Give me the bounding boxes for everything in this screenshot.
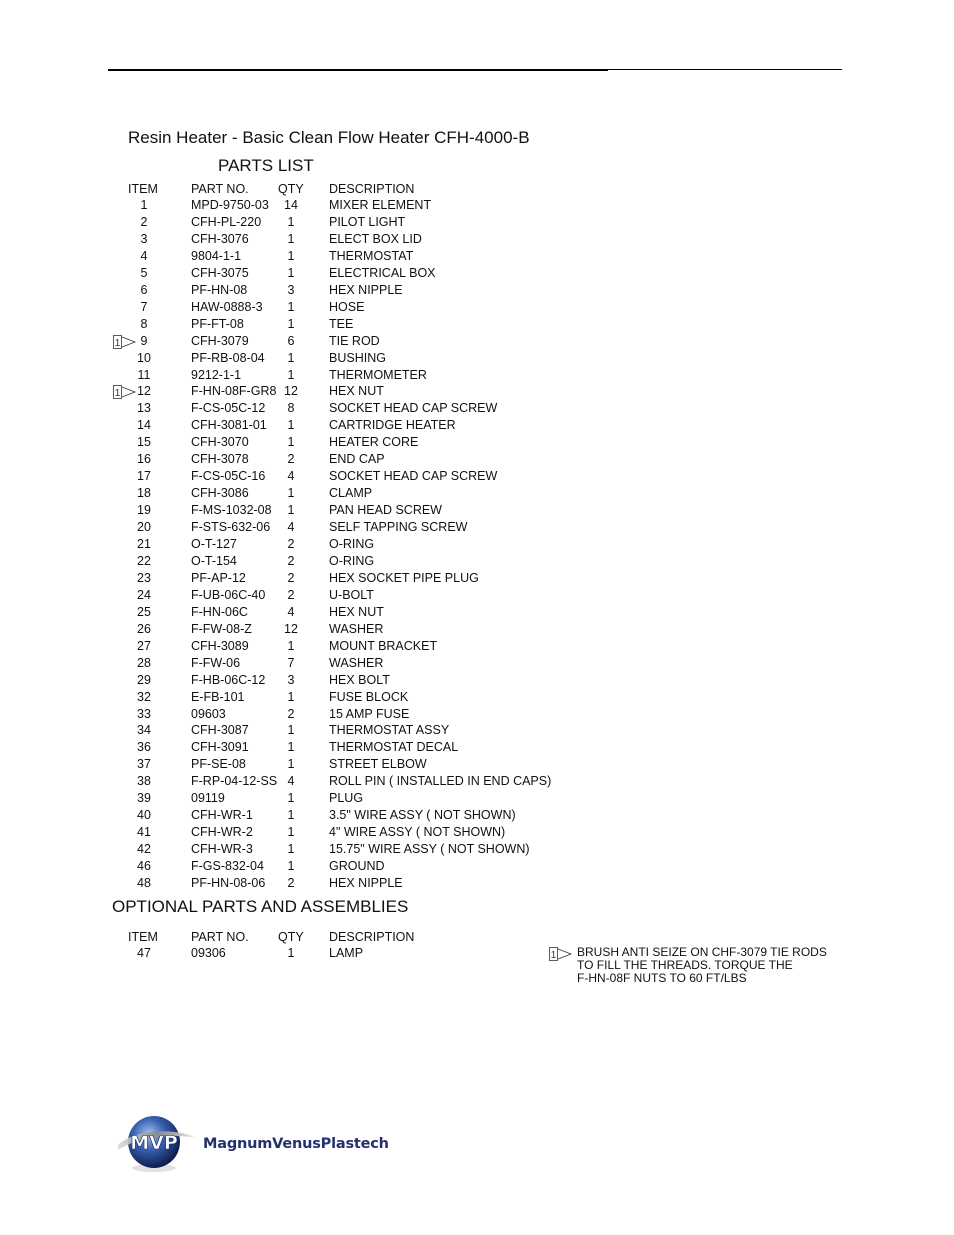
description: WASHER: [329, 655, 384, 670]
part-number: F-CS-05C-16: [191, 469, 266, 484]
part-number: 09306: [191, 946, 226, 960]
quantity: 1: [287, 435, 295, 450]
quantity: 1: [287, 350, 295, 365]
part-number: CFH-3081-01: [191, 418, 267, 433]
item-number: 17: [137, 469, 151, 484]
description: LAMP: [329, 946, 364, 960]
item-number: 36: [137, 740, 151, 755]
part-number: PF-AP-12: [191, 570, 246, 585]
part-number: F-HN-06C: [191, 604, 248, 619]
description: CARTRIDGE HEATER: [329, 418, 456, 433]
description: PAN HEAD SCREW: [329, 503, 442, 518]
quantity: 2: [287, 570, 295, 585]
description: 15 AMP FUSE: [329, 706, 410, 721]
item-number: 27: [137, 638, 151, 653]
part-number: MPD-9750-03: [191, 198, 269, 212]
quantity: 1: [287, 808, 295, 823]
quantity: 2: [287, 706, 295, 721]
column-header-part-no: PART NO.: [191, 182, 249, 196]
description: U-BOLT: [329, 587, 374, 602]
item-number: 13: [137, 401, 151, 416]
flag-number: 1: [114, 388, 121, 400]
quantity: 1: [287, 757, 295, 772]
description: HEX NIPPLE: [329, 282, 403, 297]
header-rule: [108, 69, 608, 71]
part-number: HAW-0888-3: [191, 299, 263, 314]
quantity: 1: [287, 418, 295, 433]
item-number: 12: [137, 384, 151, 399]
description: THERMOMETER: [329, 367, 427, 382]
quantity: 3: [287, 282, 295, 297]
item-number: 6: [140, 282, 148, 297]
part-number: CFH-3089: [191, 638, 249, 653]
quantity: 2: [287, 587, 295, 602]
quantity: 1: [287, 367, 295, 382]
description: SELF TAPPING SCREW: [329, 520, 468, 535]
item-number: 11: [137, 367, 151, 382]
description: HOSE: [329, 299, 365, 314]
column-header-part-no: PART NO.: [191, 930, 249, 944]
item-number: 18: [137, 486, 151, 501]
item-number: 5: [140, 265, 148, 280]
part-number: F-UB-06C-40: [191, 587, 266, 602]
description: PILOT LIGHT: [329, 214, 406, 229]
description: SOCKET HEAD CAP SCREW: [329, 401, 498, 416]
part-number: CFH-3078: [191, 452, 249, 467]
description: FUSE BLOCK: [329, 689, 409, 704]
quantity: 2: [287, 452, 295, 467]
description: THERMOSTAT DECAL: [329, 740, 459, 755]
part-number: F-GS-832-04: [191, 859, 264, 874]
item-number: 16: [137, 452, 151, 467]
part-number: 9804-1-1: [191, 248, 242, 263]
column-header-qty: QTY: [278, 182, 304, 196]
item-number: 23: [137, 570, 151, 585]
item-number: 33: [137, 706, 151, 721]
description: BUSHING: [329, 350, 386, 365]
quantity: 4: [287, 469, 295, 484]
item-number: 32: [137, 689, 151, 704]
item-number: 24: [137, 587, 151, 602]
description: 15.75" WIRE ASSY ( NOT SHOWN): [329, 842, 530, 857]
part-number: CFH-PL-220: [191, 214, 262, 229]
item-number: 29: [137, 672, 151, 687]
item-number: 39: [137, 791, 151, 806]
column-header-item: ITEM: [128, 930, 158, 944]
quantity: 1: [287, 946, 295, 960]
part-number: CFH-3087: [191, 723, 249, 738]
item-number: 46: [137, 859, 151, 874]
description: THERMOSTAT: [329, 248, 414, 263]
optional-parts-heading: OPTIONAL PARTS AND ASSEMBLIES: [112, 897, 409, 916]
quantity: 1: [287, 265, 295, 280]
quantity: 1: [287, 842, 295, 857]
part-number: CFH-3086: [191, 486, 249, 501]
quantity: 1: [287, 723, 295, 738]
part-number: 09119: [191, 791, 225, 806]
part-number: PF-HN-08: [191, 282, 248, 297]
description: 4" WIRE ASSY ( NOT SHOWN): [329, 825, 506, 840]
description: ELECTRICAL BOX: [329, 265, 436, 280]
note-line: TO FILL THE THREADS. TORQUE THE: [577, 958, 793, 972]
item-number: 19: [137, 503, 151, 518]
item-number: 4: [140, 248, 148, 263]
part-number: F-HN-08F-GR8: [191, 384, 277, 399]
item-number: 2: [140, 214, 148, 229]
description: ROLL PIN ( INSTALLED IN END CAPS): [329, 774, 552, 789]
quantity: 8: [287, 401, 295, 416]
quantity: 12: [284, 384, 298, 399]
item-number: 26: [137, 621, 151, 636]
column-header-description: DESCRIPTION: [329, 930, 415, 944]
quantity: 14: [284, 198, 298, 212]
part-number: CFH-WR-3: [191, 842, 253, 857]
item-number: 25: [137, 604, 151, 619]
quantity: 2: [287, 876, 295, 890]
part-number: O-T-154: [191, 553, 237, 568]
quantity: 4: [287, 774, 295, 789]
item-number: 8: [140, 316, 148, 331]
note-text: [577, 946, 827, 985]
company-logo: [116, 1112, 406, 1178]
description: HEX NUT: [329, 604, 384, 619]
part-number: F-FW-06: [191, 655, 241, 670]
item-number: 38: [137, 774, 151, 789]
item-number: 34: [137, 723, 151, 738]
column-header-description: DESCRIPTION: [329, 182, 415, 196]
revision-flag-icon: [113, 385, 137, 399]
description: END CAP: [329, 452, 385, 467]
description: WASHER: [329, 621, 384, 636]
description: HEX SOCKET PIPE PLUG: [329, 570, 479, 585]
quantity: 1: [287, 638, 295, 653]
quantity: 1: [287, 486, 295, 501]
note-flag-number: 1: [550, 950, 557, 961]
part-number: 09603: [191, 706, 226, 721]
part-number: CFH-3075: [191, 265, 249, 280]
item-number: 28: [137, 655, 151, 670]
quantity: 1: [287, 791, 295, 806]
part-number: CFH-3079: [191, 333, 249, 348]
quantity: 1: [287, 231, 295, 246]
description: HEATER CORE: [329, 435, 419, 450]
revision-flag-icon: [549, 947, 573, 961]
description: HEX NIPPLE: [329, 876, 403, 890]
item-number: 48: [137, 876, 151, 890]
revision-flag-icon: [113, 335, 137, 349]
part-number: F-FW-08-Z: [191, 621, 252, 636]
quantity: 1: [287, 740, 295, 755]
item-number: 1: [140, 198, 148, 212]
item-number: 3: [140, 231, 148, 246]
description: CLAMP: [329, 486, 373, 501]
item-number: 47: [137, 946, 151, 960]
part-number: PF-FT-08: [191, 316, 244, 331]
part-number: F-CS-05C-12: [191, 401, 266, 416]
quantity: 12: [284, 621, 298, 636]
quantity: 3: [287, 672, 295, 687]
parts-list-heading: PARTS LIST: [218, 156, 314, 175]
part-number: CFH-WR-1: [191, 808, 253, 823]
description: MOUNT BRACKET: [329, 638, 438, 653]
part-number: F-MS-1032-08: [191, 503, 272, 518]
part-number: CFH-WR-2: [191, 825, 253, 840]
part-number: F-STS-632-06: [191, 520, 271, 535]
document-title: Resin Heater - Basic Clean Flow Heater CFH-4000-B: [128, 128, 530, 147]
description: SOCKET HEAD CAP SCREW: [329, 469, 498, 484]
part-number: PF-RB-08-04: [191, 350, 265, 365]
company-name: MagnumVenusPlastech: [203, 1136, 389, 1152]
quantity: 7: [287, 655, 295, 670]
description: TEE: [329, 316, 354, 331]
description: O-RING: [329, 553, 375, 568]
quantity: 1: [287, 214, 295, 229]
quantity: 4: [287, 604, 295, 619]
logo-mark-text: MVP: [130, 1132, 178, 1154]
description: HEX NUT: [329, 384, 384, 399]
description: O-RING: [329, 537, 375, 551]
description: TIE ROD: [329, 333, 380, 348]
item-number: 40: [137, 808, 151, 823]
quantity: 1: [287, 299, 295, 314]
part-number: F-RP-04-12-SS: [191, 774, 278, 789]
part-number: PF-HN-08-06: [191, 876, 266, 890]
quantity: 6: [287, 333, 295, 348]
description: HEX BOLT: [329, 672, 390, 687]
description: 3.5" WIRE ASSY ( NOT SHOWN): [329, 808, 516, 823]
quantity: 1: [287, 859, 295, 874]
description: ELECT BOX LID: [329, 231, 422, 246]
item-number: 21: [137, 537, 151, 551]
part-number: CFH-3091: [191, 740, 249, 755]
quantity: 2: [287, 537, 295, 551]
description: MIXER ELEMENT: [329, 198, 432, 212]
description: PLUG: [329, 791, 364, 806]
column-header-qty: QTY: [278, 930, 304, 944]
part-number: 9212-1-1: [191, 367, 242, 382]
part-number: F-HB-06C-12: [191, 672, 266, 687]
part-number: E-FB-101: [191, 689, 245, 704]
part-number: CFH-3070: [191, 435, 249, 450]
mvp-globe-logo-icon: [116, 1112, 206, 1178]
item-number: 7: [140, 299, 148, 314]
quantity: 4: [287, 520, 295, 535]
quantity: 1: [287, 503, 295, 518]
item-number: 10: [137, 350, 151, 365]
quantity: 1: [287, 689, 295, 704]
flag-number: 1: [114, 337, 121, 349]
column-header-item: ITEM: [128, 182, 158, 196]
part-number: O-T-127: [191, 537, 237, 551]
item-number: 20: [137, 520, 151, 535]
note-line: F-HN-08F NUTS TO 60 FT/LBS: [577, 971, 747, 985]
header-rule-thin: [608, 69, 842, 70]
item-number: 9: [140, 333, 148, 348]
quantity: 1: [287, 825, 295, 840]
description: THERMOSTAT ASSY: [329, 723, 450, 738]
description: GROUND: [329, 859, 385, 874]
item-number: 15: [137, 435, 151, 450]
quantity: 1: [287, 248, 295, 263]
item-number: 42: [137, 842, 151, 857]
item-number: 37: [137, 757, 151, 772]
part-number: CFH-3076: [191, 231, 249, 246]
note-line: BRUSH ANTI SEIZE ON CHF-3079 TIE RODS: [577, 945, 827, 959]
part-number: PF-SE-08: [191, 757, 246, 772]
description: STREET ELBOW: [329, 757, 427, 772]
item-number: 22: [137, 553, 151, 568]
quantity: 1: [287, 316, 295, 331]
item-number: 41: [137, 825, 151, 840]
quantity: 2: [287, 553, 295, 568]
item-number: 14: [137, 418, 151, 433]
